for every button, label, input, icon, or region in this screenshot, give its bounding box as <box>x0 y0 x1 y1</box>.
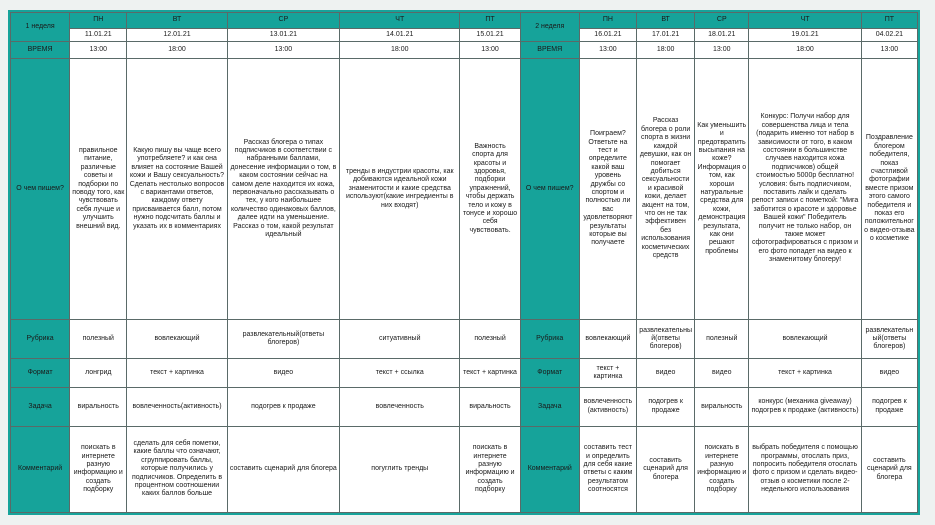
w1-task: виральность <box>460 387 520 426</box>
time-label: ВРЕМЯ <box>520 42 579 58</box>
comment-label: Комментарий <box>11 426 70 512</box>
format-label: Формат <box>11 359 70 387</box>
w1-date: 13.01.21 <box>227 29 339 42</box>
w2-time: 18:00 <box>637 42 695 58</box>
w2-task: подогрев к продаже <box>861 387 917 426</box>
w2-time: 13:00 <box>695 42 749 58</box>
w1-rubric: полезный <box>460 320 520 359</box>
w1-day: СР <box>227 13 339 29</box>
w1-time: 13:00 <box>70 42 127 58</box>
w2-comment: выбрать победителя с помощью программы, отослать приз, попросить победителя отослать фото с призом и сделать видео-отзыв о косметики после 2-недельного использования <box>749 426 861 512</box>
week2-label: 2 неделя <box>520 13 579 42</box>
w2-format: текст + картинка <box>579 359 636 387</box>
content-plan-frame <box>8 10 920 515</box>
w1-date: 15.01.21 <box>460 29 520 42</box>
w2-task: вовлеченность (активность) <box>579 387 636 426</box>
rubric-label: Рубрика <box>520 320 579 359</box>
w2-day: СР <box>695 13 749 29</box>
w1-time: 13:00 <box>227 42 339 58</box>
w2-task: подогрев к продаже <box>637 387 695 426</box>
w2-date: 16.01.21 <box>579 29 636 42</box>
w1-format: видео <box>227 359 339 387</box>
w2-task: виральность <box>695 387 749 426</box>
rubric-row <box>11 320 918 359</box>
w1-topic: Рассказ блогера о типах подписчиков в соответствии с набранными баллами, донесение информации о том, в каком состоянии сейчас на самом деле находится их кожа, первоначально рассказывать о тех, у кого наибольшее количество одинаковых баллов, далее идти на уменьшение. Рассказ о том, какой результат идеальный <box>227 58 339 319</box>
task-row <box>11 387 918 426</box>
w2-rubric: развлекательный(ответы блогеров) <box>861 320 917 359</box>
w2-rubric: развлекательный(ответы блогеров) <box>637 320 695 359</box>
w1-task: вовлеченность <box>340 387 460 426</box>
w2-day: ПТ <box>861 13 917 29</box>
w1-comment: поискать в интернете разную информацию и создать подборку <box>460 426 520 512</box>
w2-day: ВТ <box>637 13 695 29</box>
w2-topic: Как уменьшить и предотвратить высыпания на коже? Информация о том, как хороши натуральные средства для кожи, демонстрация результата, как они решают проблемы <box>695 58 749 319</box>
w1-date: 14.01.21 <box>340 29 460 42</box>
dates-row <box>11 29 918 42</box>
w2-day: ПН <box>579 13 636 29</box>
task-label: Задача <box>520 387 579 426</box>
w1-comment: составить сценарий для блогера <box>227 426 339 512</box>
w2-date: 17.01.21 <box>637 29 695 42</box>
w1-rubric: ситуативный <box>340 320 460 359</box>
w1-task: виральность <box>70 387 127 426</box>
time-label: ВРЕМЯ <box>11 42 70 58</box>
w1-rubric: вовлекающий <box>127 320 227 359</box>
w2-topic: Рассказ блогера о роли спорта в жизни каждой девушки, как он помогает добиться сексуальности и красивой кожи, делает акцент на том, что он не так эффективен без использования косметических средств <box>637 58 695 319</box>
w2-comment: составить сценарий для блогера <box>637 426 695 512</box>
comment-label: Комментарий <box>520 426 579 512</box>
w2-topic: Поздравление блогером победителя, показ счастливой фотографии вместе призом этого самого победителя и показ его положительного видео-отзыва о косметике <box>861 58 917 319</box>
w2-rubric: вовлекающий <box>579 320 636 359</box>
w2-format: текст + картинка <box>749 359 861 387</box>
w1-topic: правильное питание, различные советы и подборки по поводу того, как чувствовать себя лучше и улучшить внешний вид. <box>70 58 127 319</box>
w2-comment: поискать в интернете разную информацию и создать подборку <box>695 426 749 512</box>
w2-time: 18:00 <box>749 42 861 58</box>
w1-task: подогрев к продаже <box>227 387 339 426</box>
w1-time: 13:00 <box>460 42 520 58</box>
w1-date: 12.01.21 <box>127 29 227 42</box>
w2-format: видео <box>861 359 917 387</box>
w1-task: вовлеченность(активность) <box>127 387 227 426</box>
rubric-label: Рубрика <box>11 320 70 359</box>
w2-date: 04.02.21 <box>861 29 917 42</box>
topic-label: О чем пишем? <box>11 58 70 319</box>
format-row <box>11 359 918 387</box>
w1-format: текст + картинка <box>127 359 227 387</box>
w1-topic: Важность спорта для красоты и здоровья, подборки упражнений, чтобы держать тело и кожу в тонусе и хорошо себя чувствовать. <box>460 58 520 319</box>
w1-day: ВТ <box>127 13 227 29</box>
w2-format: видео <box>637 359 695 387</box>
w1-time: 18:00 <box>340 42 460 58</box>
w2-comment: составить сценарий для блогера <box>861 426 917 512</box>
w1-format: лонгрид <box>70 359 127 387</box>
w1-date: 11.01.21 <box>70 29 127 42</box>
w2-format: видео <box>695 359 749 387</box>
w2-rubric: полезный <box>695 320 749 359</box>
w2-topic: Поиграем? Ответьте на тест и определите какой ваш уровень дружбы со спортом и полностью ли вас удовлетворяют результаты которые вы получаете <box>579 58 636 319</box>
w1-day: ПТ <box>460 13 520 29</box>
comment-row <box>11 426 918 512</box>
w2-rubric: вовлекающий <box>749 320 861 359</box>
w2-task: конкурс (механика giveaway) подогрев к продаже (активность) <box>749 387 861 426</box>
w1-comment: поискать в интернете разную информацию и создать подборку <box>70 426 127 512</box>
w2-comment: составить тест и определить для себя какие ответы с каким результатом соотносятся <box>579 426 636 512</box>
week1-label: 1 неделя <box>11 13 70 42</box>
w1-day: ЧТ <box>340 13 460 29</box>
task-label: Задача <box>11 387 70 426</box>
w1-time: 18:00 <box>127 42 227 58</box>
w1-format: текст + картинка <box>460 359 520 387</box>
w1-rubric: развлекательный(ответы блогеров) <box>227 320 339 359</box>
topic-label: О чем пишем? <box>520 58 579 319</box>
w1-rubric: полезный <box>70 320 127 359</box>
w2-time: 13:00 <box>579 42 636 58</box>
time-row <box>11 42 918 58</box>
days-row <box>11 13 918 29</box>
w1-topic: тренды в индустрии красоты, как добиваются идеальной кожи знаменитости и какие средства используют(какие ингредиенты в них входят) <box>340 58 460 319</box>
content-plan-table <box>10 12 918 513</box>
w1-comment: погуглить тренды <box>340 426 460 512</box>
w1-comment: сделать для себя пометки, какие баллы что означают, сгруппировать баллы, которые получились у подписчиков. Определить в процентном соотношении каких баллов больше <box>127 426 227 512</box>
w2-date: 19.01.21 <box>749 29 861 42</box>
w1-topic: Какую пишу вы чаще всего употребляете? и как она влияет на состояние Вашей кожи и Вашу сексуальность? Сделать нестолько вопросов с вариантами ответов, каждому ответу присваивается балл, потом нужно подсчитать баллы и указать их в комментариях <box>127 58 227 319</box>
w2-date: 18.01.21 <box>695 29 749 42</box>
w1-day: ПН <box>70 13 127 29</box>
w2-time: 13:00 <box>861 42 917 58</box>
w2-day: ЧТ <box>749 13 861 29</box>
format-label: Формат <box>520 359 579 387</box>
w1-format: текст + ссылка <box>340 359 460 387</box>
w2-topic: Конкурс: Получи набор для совершенства лица и тела (подарить именно тот набор в зависимости от того, в каком состоянии в большинстве случаев находится кожа подписчиков) общей стоимостью 5000р бесплатно! условия: быть подписчиком, поставить лайк и сделать репост записи с пометкой: "Мига заботится о красоте и здоровье Вашей кожи" Победитель получит не только набор, он также может сфотографироваться с призом и его фото попадет на видео к знаменитому блогеру! <box>749 58 861 319</box>
topic-row <box>11 58 918 319</box>
